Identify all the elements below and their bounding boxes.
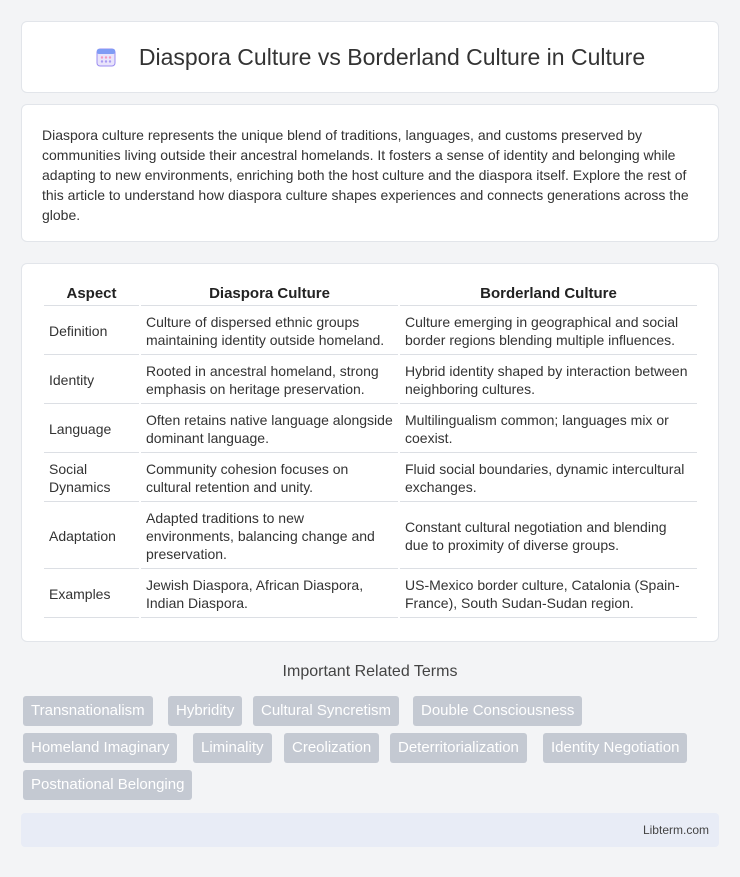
table-row	[44, 571, 697, 618]
row-aspect: Social Dynamics	[44, 455, 139, 502]
row-borderland: Hybrid identity shaped by interaction between neighboring cultures.	[400, 357, 697, 404]
table-row	[44, 455, 697, 502]
row-aspect: Examples	[44, 571, 139, 618]
related-terms-title: Important Related Terms	[282, 663, 458, 680]
row-diaspora: Adapted traditions to new environments, balancing change and preservation.	[141, 504, 398, 569]
row-diaspora: Jewish Diaspora, African Diaspora, Indian Diaspora.	[141, 571, 398, 618]
header-diaspora: Diaspora Culture	[141, 282, 398, 306]
row-borderland: US-Mexico border culture, Catalonia (Spain-France), South Sudan-Sudan region.	[400, 571, 697, 618]
row-borderland: Constant cultural negotiation and blending due to proximity of diverse groups.	[400, 504, 697, 569]
header-aspect: Aspect	[44, 282, 139, 306]
row-diaspora: Community cohesion focuses on cultural retention and unity.	[141, 455, 398, 502]
row-diaspora: Often retains native language alongside dominant language.	[141, 406, 398, 453]
intro-text: Diaspora culture represents the unique blend of traditions, languages, and customs preserved by communities living outside their ancestral homelands. It fosters a sense of identity and belonging while adapting to new environments, enriching both the host culture and the diaspora itself. Explore the rest of this article to understand how diaspora culture shapes experiences and connects generations across the globe.	[42, 127, 689, 223]
tag-double-consciousness[interactable]: Double Consciousness	[413, 696, 582, 726]
footer	[21, 813, 719, 847]
row-borderland: Multilingualism common; languages mix or coexist.	[400, 406, 697, 453]
page-title: Diaspora Culture vs Borderland Culture in Culture	[138, 43, 646, 70]
tag-postnational-belonging[interactable]: Postnational Belonging	[23, 770, 192, 800]
tag-hybridity[interactable]: Hybridity	[168, 696, 242, 726]
header-card	[21, 21, 719, 93]
comparison-card	[21, 263, 719, 642]
table-row	[44, 504, 697, 569]
tag-deterritorialization[interactable]: Deterritorialization	[390, 733, 527, 763]
row-diaspora: Rooted in ancestral homeland, strong emphasis on heritage preservation.	[141, 357, 398, 404]
row-aspect: Identity	[44, 357, 139, 404]
header-borderland: Borderland Culture	[400, 282, 697, 306]
row-borderland: Fluid social boundaries, dynamic intercultural exchanges.	[400, 455, 697, 502]
row-aspect: Adaptation	[44, 504, 139, 569]
row-diaspora: Culture of dispersed ethnic groups maintaining identity outside homeland.	[141, 308, 398, 355]
comparison-table	[42, 280, 699, 620]
table-row	[44, 406, 697, 453]
tag-identity-negotiation[interactable]: Identity Negotiation	[543, 733, 687, 763]
row-borderland: Culture emerging in geographical and social border regions blending multiple influences.	[400, 308, 697, 355]
footer-brand[interactable]: Libterm.com	[642, 823, 709, 837]
intro-card	[21, 104, 719, 242]
row-aspect: Language	[44, 406, 139, 453]
tag-cultural-syncretism[interactable]: Cultural Syncretism	[253, 696, 399, 726]
table-row	[44, 308, 697, 355]
table-row	[44, 357, 697, 404]
tag-homeland-imaginary[interactable]: Homeland Imaginary	[23, 733, 177, 763]
tag-liminality[interactable]: Liminality	[193, 733, 272, 763]
tag-creolization[interactable]: Creolization	[284, 733, 379, 763]
tag-transnationalism[interactable]: Transnationalism	[23, 696, 153, 726]
calendar-icon	[95, 46, 117, 68]
table-header-row	[44, 282, 697, 306]
row-aspect: Definition	[44, 308, 139, 355]
